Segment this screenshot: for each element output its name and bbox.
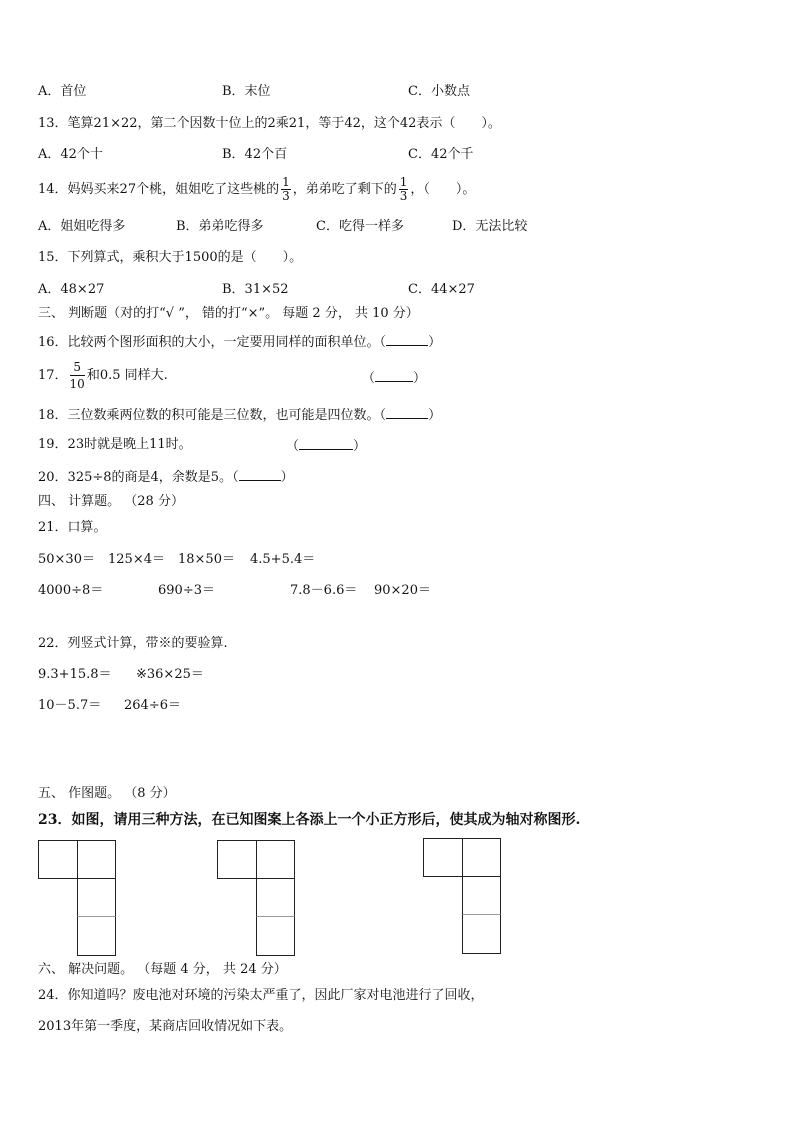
section-5-heading: 五、 作图题。 （8 分） <box>38 786 176 801</box>
q19-paren-open: （ <box>286 439 300 454</box>
q17-fraction-denominator: 10 <box>69 377 85 391</box>
q14-text-3: ，（ ）。 <box>410 182 476 197</box>
figure-cell <box>256 916 295 956</box>
q14-stem <box>38 176 475 203</box>
q21-item-6: 690÷3＝ <box>158 583 215 598</box>
q13-option-c: C．42个千 <box>408 147 474 162</box>
q13-option-b: B．42个百 <box>222 147 288 162</box>
q22-item-4: 264÷6＝ <box>124 698 181 713</box>
q23-figure-1[interactable] <box>38 840 118 956</box>
q21-item-4: 4.5+5.4＝ <box>250 552 316 567</box>
q22-item-1: 9.3+15.8＝ <box>38 667 112 682</box>
q21-stem: 21．口算。 <box>38 520 107 535</box>
figure-cell <box>38 840 78 879</box>
q21-item-8: 90×20＝ <box>374 583 431 598</box>
q21-item-3: 18×50＝ <box>178 552 235 567</box>
q14-fraction-2-numerator: 1 <box>399 175 408 189</box>
q24-line-2: 2013年第一季度，某商店回收情况如下表。 <box>38 1019 293 1034</box>
q16 <box>38 333 441 351</box>
q16-paren-close: ） <box>428 335 442 350</box>
figure-cell <box>462 876 501 915</box>
q19-answer-blank[interactable] <box>299 437 353 450</box>
q19-text: 19．23时就是晚上11时。 <box>38 437 192 452</box>
q20-paren-close: ） <box>280 470 294 485</box>
q16-text: 16．比较两个图形面积的大小，一定要用同样的面积单位。 <box>38 335 380 350</box>
figure-cell <box>77 840 116 879</box>
q18-answer-blank[interactable] <box>386 406 428 419</box>
figure-cell <box>77 916 116 956</box>
q22-stem: 22．列竖式计算，带※的要验算. <box>38 636 228 651</box>
q20-paren-open: （ <box>232 470 239 485</box>
q20 <box>38 468 294 486</box>
q12-option-c: C．小数点 <box>408 84 470 99</box>
q19-paren-close: ） <box>353 439 367 454</box>
q12-option-a: A．首位 <box>38 84 87 99</box>
q12-option-b: B．末位 <box>222 84 271 99</box>
q14-text-1: 14．妈妈买来27个桃，姐姐吃了这些桃的 <box>38 182 280 197</box>
q14-fraction-1-numerator: 1 <box>282 175 290 189</box>
q14-option-c: C．吃得一样多 <box>316 219 404 234</box>
q17-number: 17． <box>38 368 68 383</box>
figure-cell <box>462 838 501 877</box>
figure-cell <box>256 840 295 879</box>
q14-fraction-2 <box>399 176 409 203</box>
q14-option-d: D．无法比较 <box>452 219 528 234</box>
q17-fraction <box>70 359 85 392</box>
q17-fraction-numerator: 5 <box>70 359 85 376</box>
figure-cell <box>423 838 463 877</box>
q16-answer-blank[interactable] <box>386 333 428 346</box>
section-6-heading: 六、 解决问题。 （每题 4 分， 共 24 分） <box>38 962 287 977</box>
q14-fraction-2-denominator: 3 <box>399 189 408 203</box>
q18-text: 18．三位数乘两位数的积可能是三位数，也可能是四位数。 <box>38 408 380 423</box>
q21-item-7: 7.8－6.6＝ <box>290 583 358 598</box>
q22-item-3: 10－5.7＝ <box>38 698 102 713</box>
q23-figure-2[interactable] <box>217 840 297 956</box>
q15-option-b: B．31×52 <box>222 282 289 297</box>
q18-paren-close: ） <box>428 408 442 423</box>
q14-fraction-1-denominator: 3 <box>282 189 290 203</box>
q23-stem: 23．如图，请用三种方法，在已知图案上各添上一个小正方形后，使其成为轴对称图形. <box>38 812 581 828</box>
q24-line-1: 24．你知道吗？废电池对环境的污染太严重了，因此厂家对电池进行了回收， <box>38 988 484 1003</box>
q18-paren-open: （ <box>379 408 387 423</box>
q14-option-a: A．姐姐吃得多 <box>38 219 126 234</box>
q14-text-2: ，弟弟吃了剩下的 <box>292 182 397 197</box>
figure-cell <box>217 840 257 879</box>
q13-stem: 13．笔算21×22，第二个因数十位上的2乘21，等于42，这个42表示（ ）。 <box>38 116 501 131</box>
figure-cell <box>77 878 116 917</box>
q21-item-1: 50×30＝ <box>38 552 95 567</box>
q15-option-c: C．44×27 <box>408 282 475 297</box>
q17-text: 和0.5 同样大. <box>86 368 168 383</box>
q23-figure-3[interactable] <box>423 838 503 954</box>
q20-answer-blank[interactable] <box>239 468 281 481</box>
q15-option-a: A．48×27 <box>38 282 105 297</box>
q19-answer <box>286 437 366 455</box>
q21-item-2: 125×4＝ <box>108 552 165 567</box>
q17 <box>38 358 168 394</box>
q14-fraction-1 <box>281 176 291 203</box>
q17-answer <box>362 369 426 387</box>
section-3-heading: 三、 判断题（对的打“√ ”， 错的打“×”。 每题 2 分， 共 10 分） <box>38 306 419 321</box>
q17-answer-blank[interactable] <box>375 369 413 382</box>
q17-paren-open: （ <box>362 371 376 386</box>
q17-paren-close: ） <box>413 371 427 386</box>
section-4-heading: 四、 计算题。 （28 分） <box>38 494 184 509</box>
figure-cell <box>256 878 295 917</box>
q21-item-5: 4000÷8＝ <box>38 583 104 598</box>
q14-option-b: B．弟弟吃得多 <box>176 219 264 234</box>
q13-option-a: A．42个十 <box>38 147 103 162</box>
q20-text: 20．325÷8的商是4，余数是5。 <box>38 470 233 485</box>
figure-cell <box>462 914 501 954</box>
q18 <box>38 406 441 424</box>
q22-item-2: ※36×25＝ <box>136 667 204 682</box>
q15-stem: 15．下列算式，乘积大于1500的是（ ）。 <box>38 250 303 265</box>
q16-paren-open: （ <box>379 335 387 350</box>
